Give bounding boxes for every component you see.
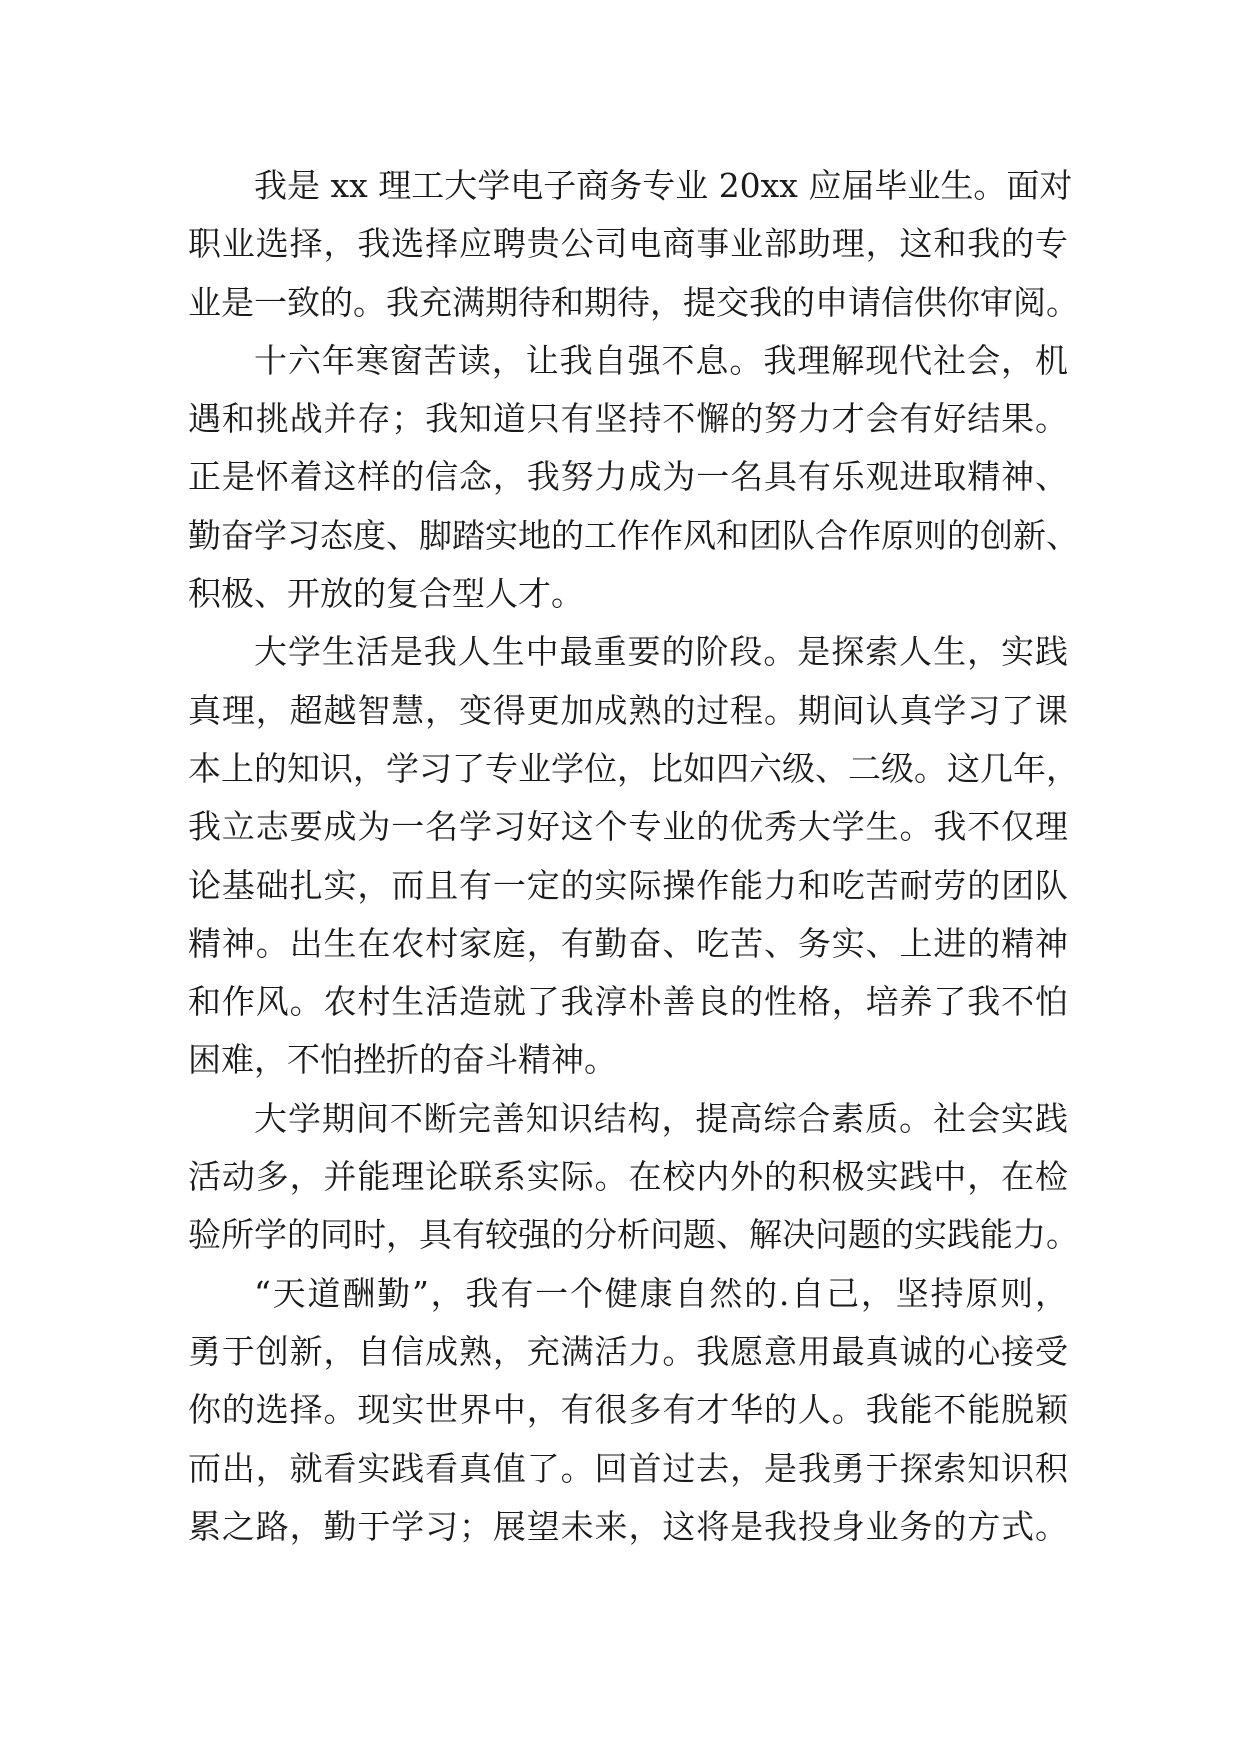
paragraph-4-line-1: 大学期间不断完善知识结构，提高综合素质。社会实践 — [254, 1098, 1068, 1138]
paragraph-2-line-5: 积极、开放的复合型人才。 — [188, 574, 584, 614]
paragraph-2-line-4: 勤奋学习态度、脚踏实地的工作作风和团队合作原则的创新、 — [188, 515, 1079, 555]
paragraph-3-line-1: 大学生活是我人生中最重要的阶段。是探索人生，实践 — [254, 632, 1068, 672]
document-body — [188, 157, 1079, 1556]
paragraph-5-line-3: 你的选择。现实世界中，有很多有才华的人。我能不能脱颖 — [188, 1390, 1068, 1430]
paragraph-3-line-7: 和作风。农村生活造就了我淳朴善良的性格，培养了我不怕 — [188, 982, 1068, 1022]
paragraph-2-line-2: 遇和挑战并存；我知道只有坚持不懈的努力才会有好结果。 — [188, 399, 1068, 439]
paragraph-2-line-3: 正是怀着这样的信念，我努力成为一名具有乐观进取精神、 — [188, 457, 1068, 497]
paragraph-3-line-4: 我立志要成为一名学习好这个专业的优秀大学生。我不仅理 — [188, 807, 1068, 847]
paragraph-1-line-3: 业是一致的。我充满期待和期待，提交我的申请信供你审阅。 — [188, 282, 1079, 322]
paragraph-5-line-1: “天道酬勤”，我有一个健康自然的.自己，坚持原则， — [254, 1273, 1068, 1313]
paragraph-3-line-2: 真理，超越智慧，变得更加成熟的过程。期间认真学习了课 — [188, 690, 1068, 730]
paragraph-1-line-2: 职业选择，我选择应聘贵公司电商事业部助理，这和我的专 — [188, 224, 1068, 264]
paragraph-3-line-3: 本上的知识，学习了专业学位，比如四六级、二级。这几年， — [188, 748, 1079, 788]
paragraph-4-line-3: 验所学的同时，具有较强的分析问题、解决问题的实践能力。 — [188, 1215, 1079, 1255]
paragraph-2-line-1: 十六年寒窗苦读，让我自强不息。我理解现代社会，机 — [254, 340, 1068, 380]
paragraph-3-line-5: 论基础扎实，而且有一定的实际操作能力和吃苦耐劳的团队 — [188, 865, 1068, 905]
paragraph-5-line-2: 勇于创新，自信成熟，充满活力。我愿意用最真诚的心接受 — [188, 1331, 1068, 1371]
paragraph-3-line-8: 困难，不怕挫折的奋斗精神。 — [188, 1040, 617, 1080]
paragraph-1-line-1: 我是 xx 理工大学电子商务专业 20xx 应届毕业生。面对 — [254, 166, 1073, 205]
paragraph-5-line-4: 而出，就看实践看真值了。回首过去，是我勇于探索知识积 — [188, 1448, 1068, 1488]
paragraph-3-line-6: 精神。出生在农村家庭，有勤奋、吃苦、务实、上进的精神 — [188, 923, 1068, 963]
paragraph-5-line-5: 累之路，勤于学习；展望未来，这将是我投身业务的方式。 — [188, 1506, 1068, 1546]
paragraph-4-line-2: 活动多，并能理论联系实际。在校内外的积极实践中，在检 — [188, 1157, 1068, 1197]
